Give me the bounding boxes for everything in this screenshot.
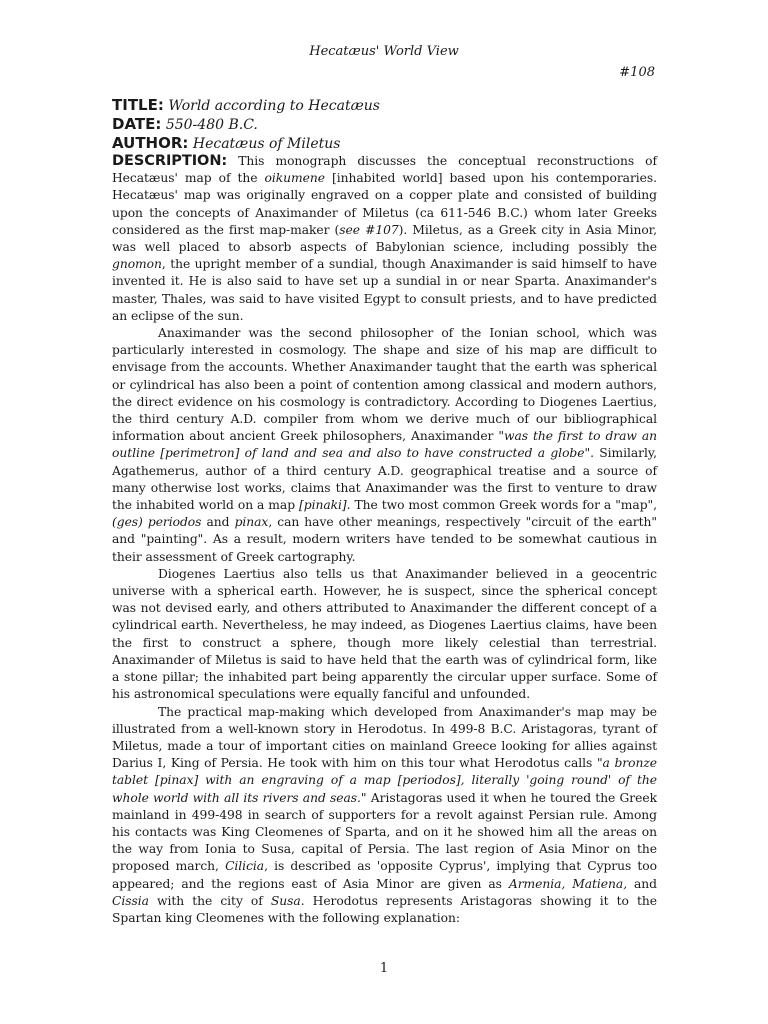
title-value: World according to Hecatæus xyxy=(168,98,380,114)
date-value: 550-480 B.C. xyxy=(165,117,258,133)
text-run: . Similarly, Agathemerus, author of a third century A.D. geographical treatise and a source of many otherwise lost works, claims that Anaximander was the first to venture to draw the inhabited world on a map xyxy=(112,446,657,513)
title-label: TITLE: xyxy=(112,96,164,114)
author-value: Hecatæus of Miletus xyxy=(192,136,341,152)
date-label: DATE: xyxy=(112,115,162,133)
page-number: 1 xyxy=(379,961,389,976)
text-run: The practical map-making which developed from Anaximander's map may be illustrated from a well-known story in Herodotus. In 499-8 B.C. Aristagoras, tyrant of Miletus, made a tour of important cities on mainland Greece looking for allies against Darius I, King of Persia. He took with him on this tour what Herodotus calls xyxy=(112,704,657,771)
description-label: DESCRIPTION: xyxy=(112,153,228,169)
italic-run: Cissia xyxy=(112,893,149,908)
text-run: , is described as 'opposite Cyprus', implying that Cyprus too appeared; and the regions east of Asia Minor are given as xyxy=(112,859,657,891)
italic-run: "was the first to draw an outline [perimetron] of land and sea and also to have constructed a globe" xyxy=(112,429,657,461)
italic-run: "a bronze tablet [pinax] with an engraving of a map [periodos], literally 'going round' of the whole world with all its rivers and seas." xyxy=(112,756,657,805)
italic-run: pinax xyxy=(234,515,269,530)
paragraph-3 xyxy=(112,566,657,704)
paragraph-4 xyxy=(112,704,657,928)
text-run: Aristagoras used it when he toured the Greek mainland in 499-498 in search of supporters for a revolt against Persian rule. Among his contacts was King Cleomenes of Sparta, and on it he showed him all the areas on the way from Ionia to Susa, capital of Persia. The last region of Asia Minor on the proposed march, xyxy=(112,790,657,874)
text-run: with the city of xyxy=(148,893,271,908)
text-run: [inhabited world] based upon his contemporaries. Hecatæus' map was originally engraved on a copper plate and consisted of building upon the concepts of Anaximander of Miletus (ca 611-546 B.C.) whom later Greeks considered as the first map-maker ( xyxy=(112,171,657,237)
text-run: and xyxy=(201,515,235,530)
text-run: , the upright member of a sundial, though Anaximander is said himself to have invented it. He is also said to have set up a sundial in or near Sparta. Anaximander's master, Thales, was said to have visited Egypt to consult priests, and to have predicted an eclipse of the sun. xyxy=(112,257,657,323)
text-run: Anaximander was the second philosopher of the Ionian school, which was particularly interested in cosmology. The shape and size of his map are difficult to envisage from the accounts. Whether Anaximander taught that the earth was spherical or cylindrical has also been a point of contention among classical and modern authors, the direct evidence on his cosmology is contradictory. According to Diogenes Laertius, the third century A.D. compiler from whom we derive much of our bibliographical information about ancient Greek philosophers, Anaximander xyxy=(112,326,657,444)
title-field xyxy=(112,96,657,116)
text-run: Diogenes Laertius also tells us that Anaximander believed in a geocentric universe with a spherical earth. However, he is suspect, since the spherical concept was not devised early, and others attributed to Anaximander the different concept of a cylindrical earth. Nevertheless, he may indeed, as Diogenes Laertius claims, have been the first to construct a sphere, though more likely celestial than terrestrial. Anaximander of Miletus is said to have held that the earth was of cylindrical form, like a stone pillar; the inhabited part being apparently the circular upper surface. Some of his astronomical speculations were equally fanciful and unfounded. xyxy=(112,566,657,702)
author-field xyxy=(112,134,657,154)
text-run: . The two most common Greek words for a "map", xyxy=(346,498,657,513)
paragraph-2 xyxy=(112,325,657,566)
italic-run: Susa xyxy=(270,893,301,908)
paragraph-1-text xyxy=(112,154,657,323)
text-run: . Herodotus represents Aristagoras showing it to the Spartan king Cleomenes with the following explanation: xyxy=(112,893,657,925)
author-label: AUTHOR: xyxy=(112,134,189,152)
italic-run: gnomon xyxy=(112,257,162,272)
italic-run: Armenia, Matiena, xyxy=(508,876,628,891)
text-run: , can have other meanings, respectively "circuit of the earth" and "painting". As a result, modern writers have tended to be somewhat cautious in their assessment of Greek cartography. xyxy=(112,515,657,564)
text-run: and xyxy=(627,876,657,891)
italic-run: see #107 xyxy=(339,222,399,237)
italic-run: Cilicia xyxy=(225,859,265,874)
document-number: #108 xyxy=(619,65,655,80)
description-paragraph-1 xyxy=(112,153,657,325)
italic-run: oikumene xyxy=(264,171,325,186)
running-title: Hecatæus' World View xyxy=(309,44,459,59)
description-body xyxy=(112,153,657,927)
italic-run: [pinaki] xyxy=(299,498,347,513)
text-run: This monograph discusses the conceptual reconstructions of Hecatæus' map of the xyxy=(112,154,657,186)
italic-run: (ges) periodos xyxy=(112,515,202,530)
date-field xyxy=(112,115,657,135)
text-run: ). Miletus, as a Greek city in Asia Minor, was well placed to absorb aspects of Babylonian science, including possibly the xyxy=(112,222,658,255)
